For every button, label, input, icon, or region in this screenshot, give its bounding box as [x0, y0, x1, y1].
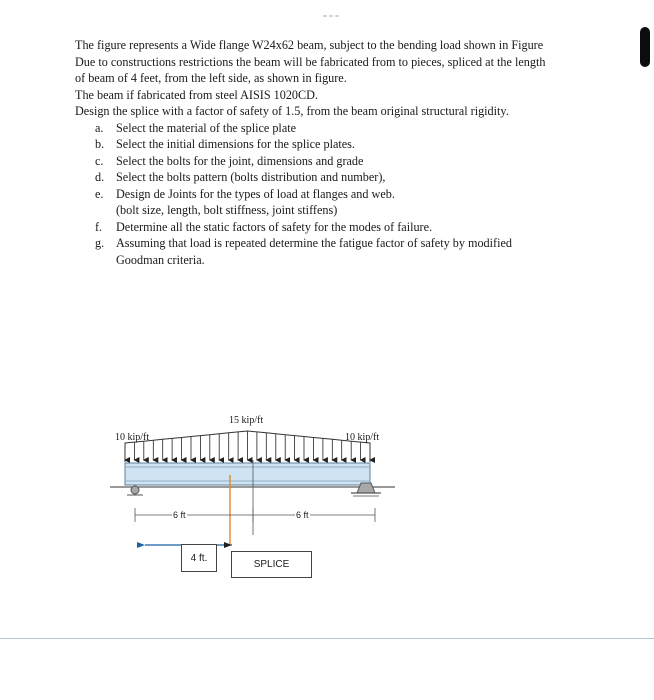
problem-statement [75, 37, 635, 268]
problem-line: Design the splice with a factor of safety of 1.5, from the beam original structural rigidity. [75, 104, 509, 118]
task-item [75, 219, 635, 236]
beam-load-figure [105, 405, 405, 595]
problem-line: The figure represents a Wide flange W24x62 beam, subject to the bending load shown in Figure [75, 38, 544, 52]
task-item [75, 153, 635, 170]
task-text: Select the material of the splice plate [116, 120, 297, 135]
task-item [75, 136, 635, 153]
problem-line: The beam if fabricated from steel AISIS 1020CD. [75, 87, 319, 102]
task-marker: g. [95, 236, 105, 250]
task-text-continued: Goodman criteria. [116, 252, 205, 267]
splice-label-box: SPLICE [231, 551, 312, 578]
problem-line: of beam of 4 feet, from the left side, as shown in figure. [75, 71, 347, 85]
task-list [75, 120, 635, 269]
task-marker: f. [95, 219, 103, 234]
task-marker: b. [95, 137, 105, 151]
dimension-right-label: 6 ft [296, 510, 309, 520]
distributed-load-arrows [125, 431, 370, 460]
scroll-tab[interactable] [640, 27, 650, 67]
task-item [75, 186, 635, 219]
task-text: Assuming that load is repeated determine the fatigue factor of safety by modified [116, 236, 512, 250]
splice-distance-box: 4 ft. [181, 544, 217, 572]
task-text: Select the bolts pattern (bolts distribution and number), [116, 170, 386, 184]
task-item [75, 169, 635, 186]
task-marker: e. [95, 186, 104, 201]
dimension-left-label: 6 ft [173, 510, 186, 520]
beam [125, 463, 370, 485]
problem-line: Due to constructions restrictions the beam will be fabricated from to pieces, spliced at the length [75, 54, 546, 69]
task-text: Design de Joints for the types of load at flanges and web. [116, 186, 395, 201]
task-marker: a. [95, 120, 104, 135]
bottom-divider [0, 638, 654, 639]
task-text: Select the bolts for the joint, dimensions and grade [116, 153, 364, 168]
task-text: Select the initial dimensions for the splice plates. [116, 137, 355, 151]
task-marker: d. [95, 170, 105, 184]
task-marker: c. [95, 153, 104, 168]
window-grabber-dots [323, 4, 345, 10]
load-label-left: 10 kip/ft [115, 432, 150, 443]
task-item [75, 120, 635, 137]
load-label-mid: 15 kip/ft [229, 415, 264, 426]
load-label-right: 10 kip/ft [345, 432, 380, 443]
task-text: Determine all the static factors of safety for the modes of failure. [116, 219, 433, 234]
task-item [75, 235, 635, 268]
task-text-continued: (bolt size, length, bolt stiffness, joint stiffens) [116, 203, 338, 217]
